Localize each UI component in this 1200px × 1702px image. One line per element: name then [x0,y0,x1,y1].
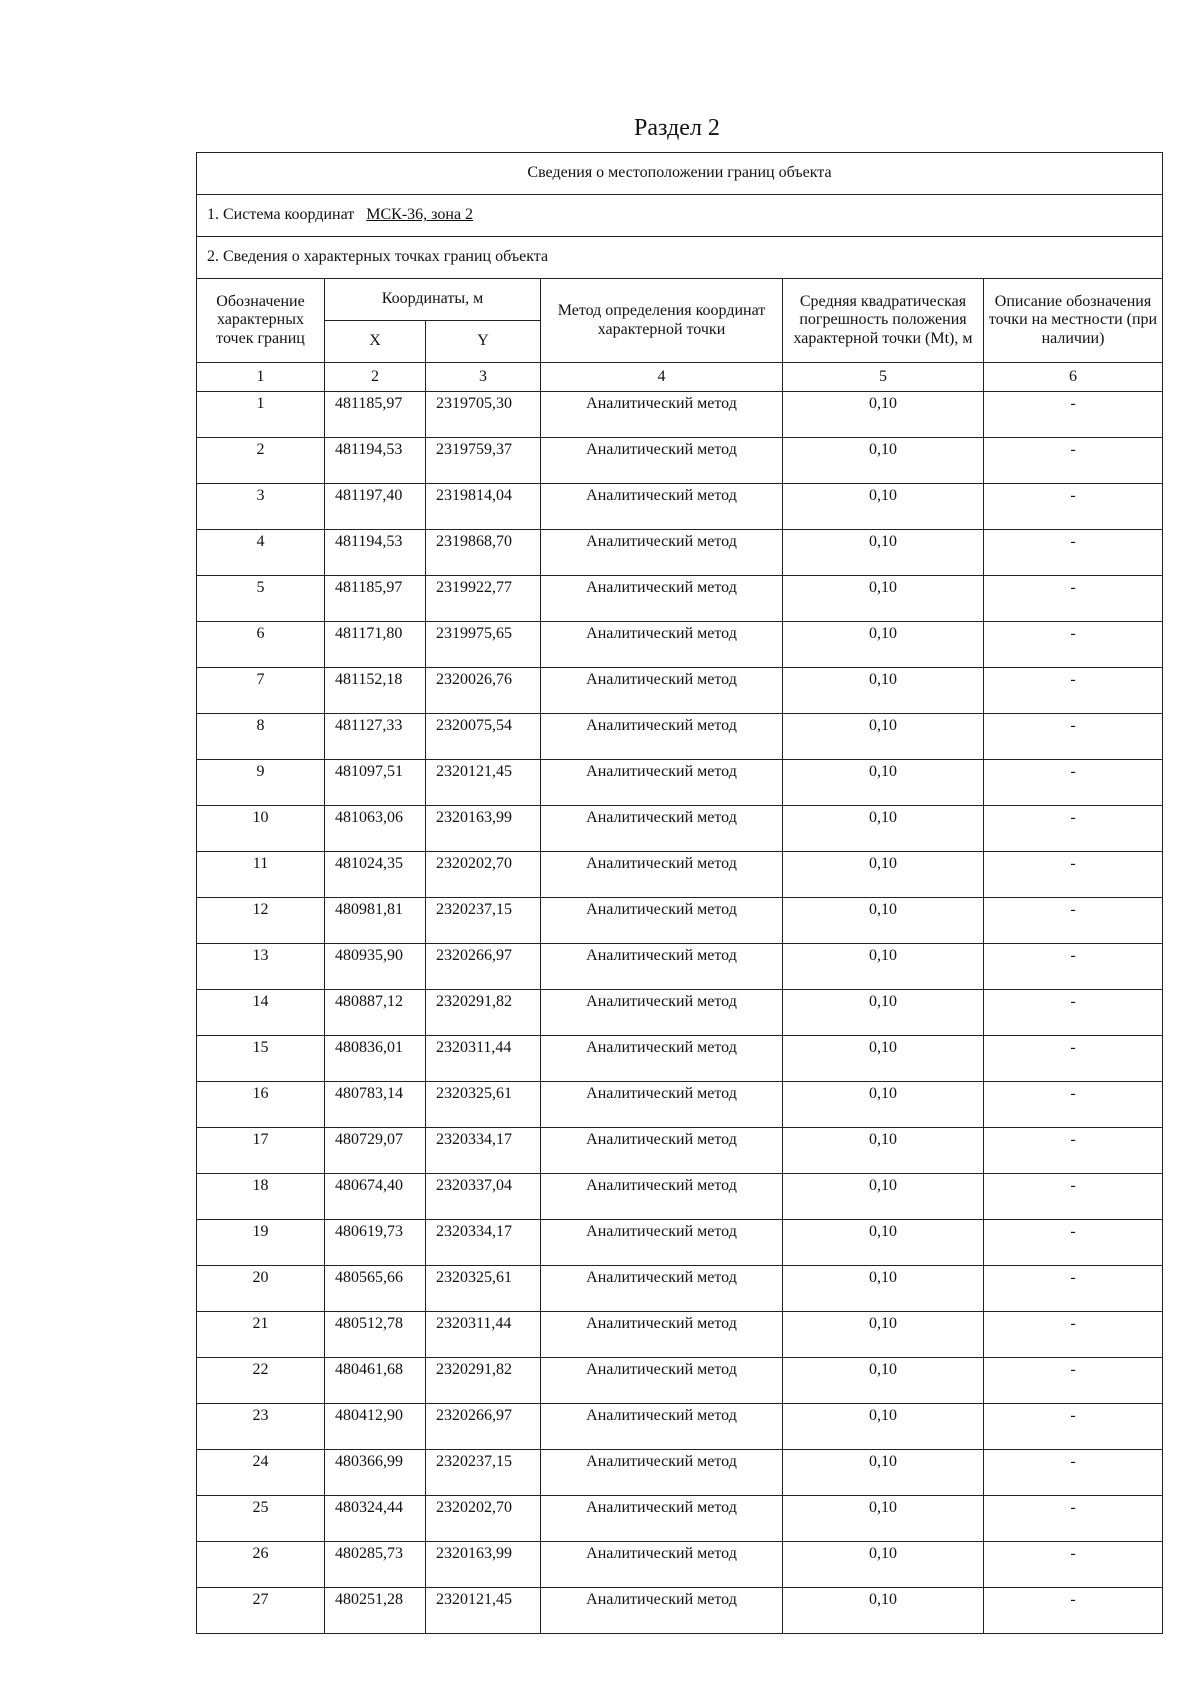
coord-x: 480512,78 [325,1312,426,1358]
description: - [984,576,1163,622]
coord-y: 2320325,61 [426,1082,541,1128]
error-value: 0,10 [783,1128,984,1174]
description: - [984,1312,1163,1358]
error-value: 0,10 [783,852,984,898]
coord-x: 480887,12 [325,990,426,1036]
description: - [984,852,1163,898]
method: Аналитический метод [541,990,783,1036]
coord-y: 2320163,99 [426,1542,541,1588]
coord-y: 2320075,54 [426,714,541,760]
coord-y: 2320121,45 [426,1588,541,1634]
point-number: 1 [197,392,325,438]
table-row [197,576,1163,622]
coord-y: 2320325,61 [426,1266,541,1312]
coord-y: 2320266,97 [426,944,541,990]
table-row [197,852,1163,898]
point-number: 15 [197,1036,325,1082]
coord-y: 2320337,04 [426,1174,541,1220]
coord-x: 480836,01 [325,1036,426,1082]
coord-y: 2319814,04 [426,484,541,530]
description: - [984,1542,1163,1588]
point-number: 23 [197,1404,325,1450]
description: - [984,760,1163,806]
coord-x: 480619,73 [325,1220,426,1266]
method: Аналитический метод [541,1404,783,1450]
table-row [197,668,1163,714]
header-designation: Обозначение характерных точек границ [197,279,325,363]
method: Аналитический метод [541,1358,783,1404]
coord-x: 481194,53 [325,530,426,576]
coord-x: 480324,44 [325,1496,426,1542]
method: Аналитический метод [541,576,783,622]
coord-system-row [197,195,1163,237]
section-title: Раздел 2 [634,115,720,141]
description: - [984,714,1163,760]
table-row [197,1220,1163,1266]
table-row [197,1542,1163,1588]
table-row [197,1036,1163,1082]
coord-x: 481171,80 [325,622,426,668]
error-value: 0,10 [783,1588,984,1634]
point-number: 26 [197,1542,325,1588]
table-row [197,1450,1163,1496]
table-row [197,898,1163,944]
error-value: 0,10 [783,1312,984,1358]
method: Аналитический метод [541,668,783,714]
error-value: 0,10 [783,1082,984,1128]
coord-y: 2320202,70 [426,852,541,898]
header-error: Средняя квадратическая погрешность положения характерной точки (Mt), м [783,279,984,363]
description: - [984,668,1163,714]
error-value: 0,10 [783,1496,984,1542]
coord-x: 480366,99 [325,1450,426,1496]
coord-x: 481194,53 [325,438,426,484]
error-value: 0,10 [783,1266,984,1312]
description: - [984,530,1163,576]
coord-x: 481197,40 [325,484,426,530]
error-value: 0,10 [783,990,984,1036]
point-number: 18 [197,1174,325,1220]
table-row [197,1588,1163,1634]
point-number: 27 [197,1588,325,1634]
description: - [984,1404,1163,1450]
point-number: 2 [197,438,325,484]
coord-y: 2320334,17 [426,1220,541,1266]
description: - [984,1496,1163,1542]
points-heading: 2. Сведения о характерных точках границ объекта [197,237,1163,279]
column-number: 5 [783,363,984,392]
coord-y: 2319705,30 [426,392,541,438]
table-title: Сведения о местоположении границ объекта [197,153,1163,195]
description: - [984,1220,1163,1266]
description: - [984,1450,1163,1496]
description: - [984,1128,1163,1174]
error-value: 0,10 [783,668,984,714]
error-value: 0,10 [783,576,984,622]
description: - [984,1174,1163,1220]
method: Аналитический метод [541,852,783,898]
column-number: 6 [984,363,1163,392]
point-number: 3 [197,484,325,530]
method: Аналитический метод [541,1036,783,1082]
method: Аналитический метод [541,530,783,576]
table-row [197,484,1163,530]
coord-y: 2320026,76 [426,668,541,714]
point-number: 5 [197,576,325,622]
table-row [197,1496,1163,1542]
point-number: 19 [197,1220,325,1266]
error-value: 0,10 [783,1404,984,1450]
method: Аналитический метод [541,1450,783,1496]
coord-x: 481063,06 [325,806,426,852]
coord-x: 480729,07 [325,1128,426,1174]
table-row [197,760,1163,806]
point-number: 25 [197,1496,325,1542]
table-row [197,1266,1163,1312]
table-row [197,990,1163,1036]
coord-x: 480412,90 [325,1404,426,1450]
method: Аналитический метод [541,714,783,760]
description: - [984,622,1163,668]
header-x: X [325,321,426,363]
method: Аналитический метод [541,898,783,944]
method: Аналитический метод [541,1496,783,1542]
method: Аналитический метод [541,760,783,806]
error-value: 0,10 [783,1036,984,1082]
method: Аналитический метод [541,1266,783,1312]
error-value: 0,10 [783,944,984,990]
description: - [984,484,1163,530]
method: Аналитический метод [541,806,783,852]
error-value: 0,10 [783,438,984,484]
description: - [984,944,1163,990]
error-value: 0,10 [783,898,984,944]
table-row [197,392,1163,438]
method: Аналитический метод [541,1312,783,1358]
error-value: 0,10 [783,1358,984,1404]
description: - [984,990,1163,1036]
coord-x: 480461,68 [325,1358,426,1404]
method: Аналитический метод [541,1220,783,1266]
coord-x: 481152,18 [325,668,426,714]
error-value: 0,10 [783,714,984,760]
table-row [197,806,1163,852]
coord-y: 2320334,17 [426,1128,541,1174]
column-number: 2 [325,363,426,392]
coord-y: 2320163,99 [426,806,541,852]
coord-y: 2320311,44 [426,1036,541,1082]
description: - [984,1266,1163,1312]
error-value: 0,10 [783,622,984,668]
coord-y: 2320121,45 [426,760,541,806]
header-description: Описание обозначения точки на местности (при наличии) [984,279,1163,363]
point-number: 6 [197,622,325,668]
coord-system-value: МСК-36, зона 2 [366,206,474,224]
coord-y: 2319759,37 [426,438,541,484]
point-number: 14 [197,990,325,1036]
error-value: 0,10 [783,392,984,438]
error-value: 0,10 [783,1450,984,1496]
coord-system-label: 1. Система координат [207,206,355,224]
point-number: 21 [197,1312,325,1358]
table-row [197,1312,1163,1358]
point-number: 4 [197,530,325,576]
coord-x: 480565,66 [325,1266,426,1312]
coord-x: 481185,97 [325,576,426,622]
header-y: Y [426,321,541,363]
description: - [984,898,1163,944]
table-row [197,438,1163,484]
error-value: 0,10 [783,1174,984,1220]
point-number: 22 [197,1358,325,1404]
error-value: 0,10 [783,484,984,530]
coord-x: 480981,81 [325,898,426,944]
table-row [197,1174,1163,1220]
boundary-table [196,152,1163,1634]
table-row [197,530,1163,576]
point-number: 8 [197,714,325,760]
coord-y: 2320237,15 [426,1450,541,1496]
description: - [984,1082,1163,1128]
method: Аналитический метод [541,392,783,438]
error-value: 0,10 [783,530,984,576]
description: - [984,392,1163,438]
error-value: 0,10 [783,1220,984,1266]
table-row [197,1404,1163,1450]
method: Аналитический метод [541,1128,783,1174]
point-number: 11 [197,852,325,898]
coord-x: 480285,73 [325,1542,426,1588]
description: - [984,438,1163,484]
point-number: 17 [197,1128,325,1174]
point-number: 7 [197,668,325,714]
method: Аналитический метод [541,944,783,990]
point-number: 13 [197,944,325,990]
coord-y: 2319975,65 [426,622,541,668]
column-numbers-row [197,363,1163,392]
coord-y: 2320291,82 [426,990,541,1036]
coord-x: 480935,90 [325,944,426,990]
method: Аналитический метод [541,1082,783,1128]
header-method: Метод определения координат характерной точки [541,279,783,363]
coord-y: 2319922,77 [426,576,541,622]
table-row [197,1128,1163,1174]
error-value: 0,10 [783,806,984,852]
error-value: 0,10 [783,760,984,806]
error-value: 0,10 [783,1542,984,1588]
coord-y: 2320237,15 [426,898,541,944]
method: Аналитический метод [541,438,783,484]
description: - [984,1036,1163,1082]
method: Аналитический метод [541,1588,783,1634]
coord-x: 480251,28 [325,1588,426,1634]
description: - [984,1588,1163,1634]
method: Аналитический метод [541,484,783,530]
column-number: 4 [541,363,783,392]
description: - [984,1358,1163,1404]
point-number: 9 [197,760,325,806]
coord-y: 2320202,70 [426,1496,541,1542]
coord-y: 2320266,97 [426,1404,541,1450]
point-number: 16 [197,1082,325,1128]
table-row [197,1082,1163,1128]
coord-x: 481185,97 [325,392,426,438]
coord-x: 481127,33 [325,714,426,760]
point-number: 24 [197,1450,325,1496]
table-row [197,714,1163,760]
column-number: 1 [197,363,325,392]
method: Аналитический метод [541,1174,783,1220]
method: Аналитический метод [541,622,783,668]
method: Аналитический метод [541,1542,783,1588]
table-row [197,1358,1163,1404]
table-row [197,944,1163,990]
coord-x: 480783,14 [325,1082,426,1128]
coord-x: 480674,40 [325,1174,426,1220]
coord-x: 481024,35 [325,852,426,898]
table-row [197,622,1163,668]
description: - [984,806,1163,852]
point-number: 20 [197,1266,325,1312]
header-coordinates: Координаты, м [325,279,541,321]
coord-y: 2320311,44 [426,1312,541,1358]
coord-y: 2319868,70 [426,530,541,576]
column-number: 3 [426,363,541,392]
point-number: 10 [197,806,325,852]
point-number: 12 [197,898,325,944]
coord-x: 481097,51 [325,760,426,806]
coord-y: 2320291,82 [426,1358,541,1404]
